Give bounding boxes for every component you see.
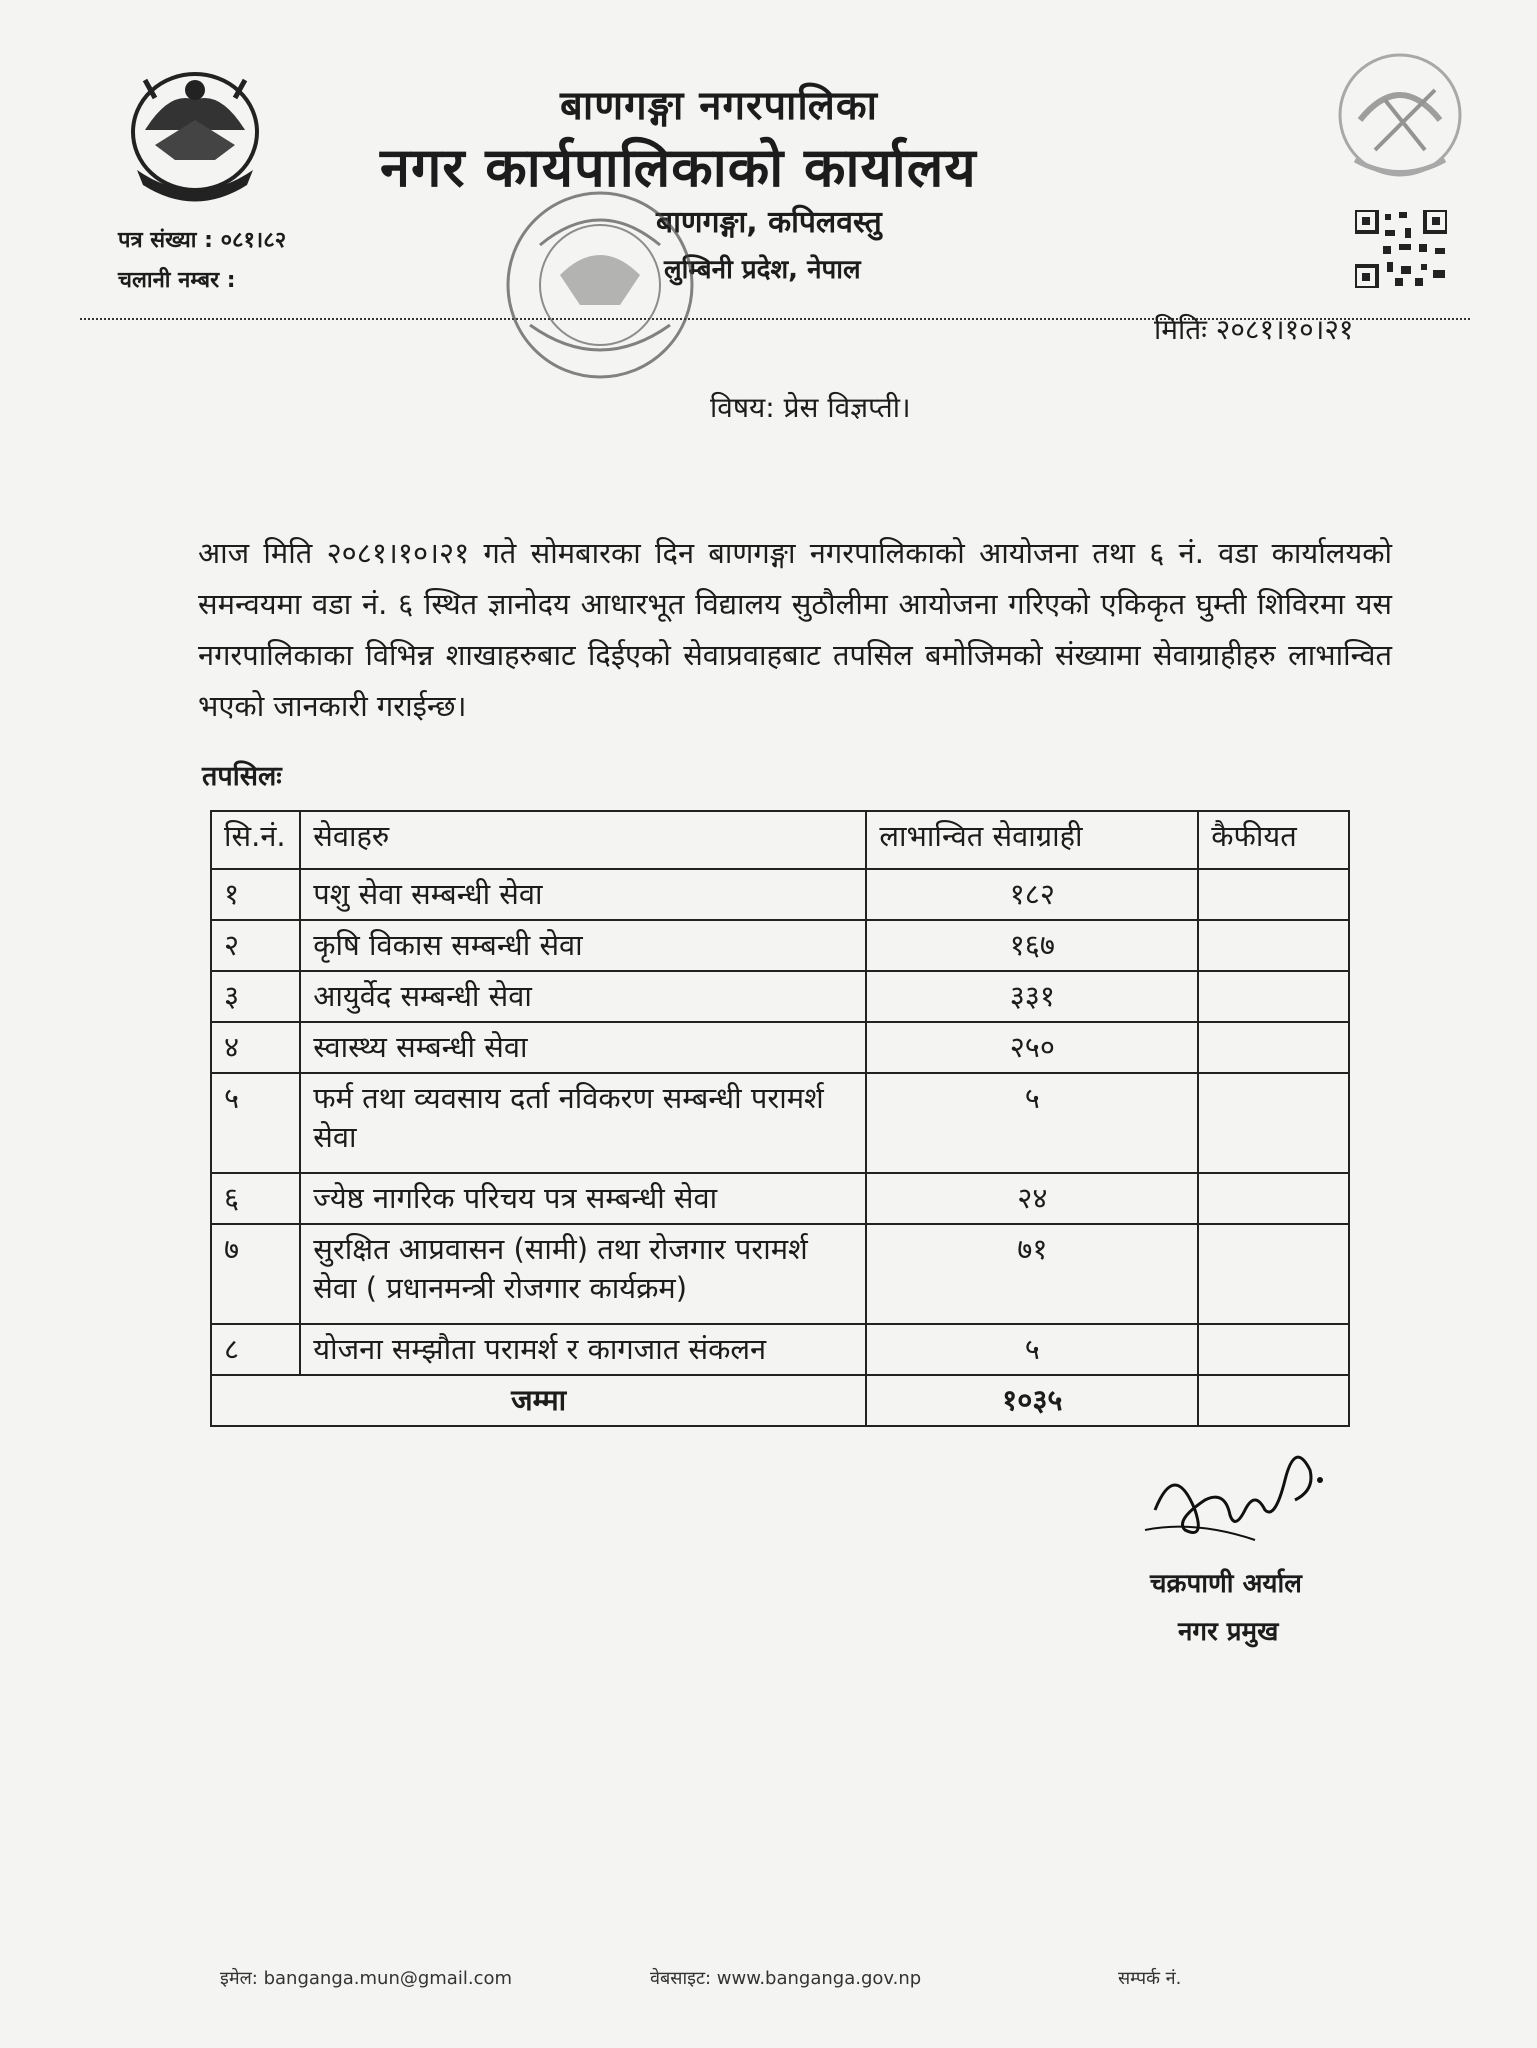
header-serial: सि.नं.	[211, 811, 300, 869]
services-table	[210, 810, 1350, 1427]
table-row	[211, 1324, 1349, 1375]
row-remarks	[1198, 1324, 1349, 1375]
table-total-row	[211, 1375, 1349, 1426]
row-count: ७१	[866, 1224, 1198, 1324]
body-paragraph: आज मिति २०८१।१०।२१ गते सोमबारका दिन बाणगङ्गा नगरपालिकाको आयोजना तथा ६ नं. वडा कार्यालयको समन्वयमा वडा नं. ६ स्थित ज्ञानोदय आधारभूत विद्यालय सुठौलीमा आयोजना गरिएको एकिकृत घुम्ती शिविरमा यस नगरपालिकाका विभिन्न शाखाहरुबाट दिईएको सेवाप्रवाहबाट तपसिल बमोजिमको संख्यामा सेवाग्राहीहरु लाभान्वित भएको जानकारी गराईन्छ।	[198, 536, 1392, 723]
total-remarks	[1198, 1375, 1349, 1426]
footer-email: इमेल: banganga.mun@gmail.com	[220, 1968, 513, 1989]
row-serial: ४	[211, 1022, 300, 1073]
row-serial: ६	[211, 1173, 300, 1224]
total-value: १०३५	[866, 1375, 1198, 1426]
row-service: ज्येष्ठ नागरिक परिचय पत्र सम्बन्धी सेवा	[300, 1173, 866, 1224]
signatory-name: चक्रपाणी अर्याल	[1150, 1569, 1302, 1599]
row-serial: ८	[211, 1324, 300, 1375]
row-remarks	[1198, 1224, 1349, 1324]
row-serial: ३	[211, 971, 300, 1022]
row-remarks	[1198, 920, 1349, 971]
row-count: ५	[866, 1073, 1198, 1173]
table-row	[211, 1173, 1349, 1224]
row-remarks	[1198, 1022, 1349, 1073]
municipality-logo-icon	[1325, 40, 1475, 190]
row-service: सुरक्षित आप्रवासन (सामी) तथा रोजगार परामर्श सेवा ( प्रधानमन्त्री रोजगार कार्यक्रम)	[300, 1224, 866, 1324]
office-name: नगर कार्यपालिकाको कार्यालय	[380, 136, 977, 199]
handwritten-signature-icon	[1135, 1420, 1335, 1570]
row-serial: ७	[211, 1224, 300, 1324]
header-services: सेवाहरु	[300, 811, 866, 869]
table-row	[211, 1224, 1349, 1324]
signatory-title: नगर प्रमुख	[1178, 1617, 1279, 1647]
row-service: स्वास्थ्य सम्बन्धी सेवा	[300, 1022, 866, 1073]
row-serial: ५	[211, 1073, 300, 1173]
row-remarks	[1198, 1073, 1349, 1173]
nepal-government-emblem-icon	[115, 60, 275, 210]
footer-website: वेबसाइट: www.banganga.gov.np	[650, 1968, 922, 1989]
details-label: तपसिलः	[202, 761, 282, 792]
table-row	[211, 920, 1349, 971]
row-count: २५०	[866, 1022, 1198, 1073]
row-serial: १	[211, 869, 300, 920]
row-service: कृषि विकास सम्बन्धी सेवा	[300, 920, 866, 971]
office-stamp-icon	[490, 175, 710, 395]
address-line-2: लुम्बिनी प्रदेश, नेपाल	[664, 255, 861, 285]
table-header-row	[211, 811, 1349, 869]
row-service: पशु सेवा सम्बन्धी सेवा	[300, 869, 866, 920]
row-service: फर्म तथा व्यवसाय दर्ता नविकरण सम्बन्धी परामर्श सेवा	[300, 1073, 866, 1173]
header-beneficiaries: लाभान्वित सेवाग्राही	[866, 811, 1198, 869]
table-row	[211, 869, 1349, 920]
row-remarks	[1198, 1173, 1349, 1224]
row-count: १८२	[866, 869, 1198, 920]
total-label: जम्मा	[211, 1375, 866, 1426]
row-count: २४	[866, 1173, 1198, 1224]
letter-date: मितिः २०८१।१०।२१	[1154, 313, 1354, 346]
row-remarks	[1198, 869, 1349, 920]
letter-number: पत्र संख्या : ०८१।८२	[118, 228, 287, 253]
header-remarks: कैफीयत	[1198, 811, 1349, 869]
table-row	[211, 1073, 1349, 1173]
qr-code-icon	[1355, 210, 1447, 288]
row-count: ३३१	[866, 971, 1198, 1022]
organization-name: बाणगङ्गा नगरपालिका	[560, 83, 878, 129]
row-service: योजना सम्झौता परामर्श र कागजात संकलन	[300, 1324, 866, 1375]
subject-line: विषय: प्रेस विज्ञप्ती।	[710, 391, 911, 424]
row-count: १६७	[866, 920, 1198, 971]
row-serial: २	[211, 920, 300, 971]
address-line-1: बाणगङ्गा, कपिलवस्तु	[656, 205, 882, 240]
row-count: ५	[866, 1324, 1198, 1375]
table-row	[211, 971, 1349, 1022]
table-row	[211, 1022, 1349, 1073]
dispatch-number: चलानी नम्बर :	[118, 268, 236, 293]
footer-contact: सम्पर्क नं.	[1118, 1968, 1182, 1989]
row-service: आयुर्वेद सम्बन्धी सेवा	[300, 971, 866, 1022]
row-remarks	[1198, 971, 1349, 1022]
